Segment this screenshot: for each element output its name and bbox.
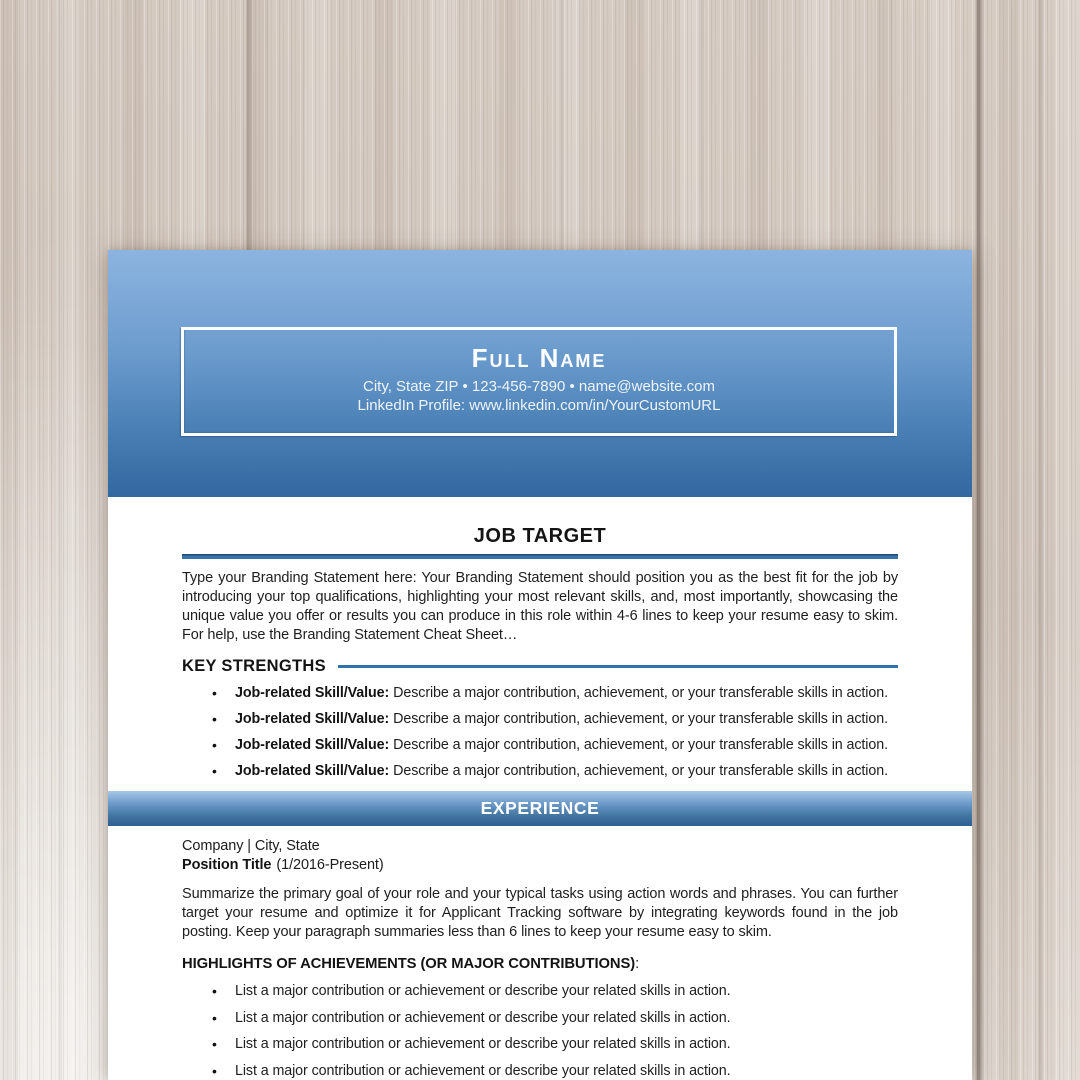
strength-label: Job-related Skill/Value: <box>235 711 390 727</box>
experience-section <box>108 837 972 1080</box>
branding-statement: Type your Branding Statement here: Your Branding Statement should position you as the best fit for the job by introducing your top qualifications, highlighting your most relevant skills, and, most importantly, showcasing the unique value you offer or results you can produce in this role within 4-6 lines to keep your resume easy to skim. For help, use the Branding Statement Cheat Sheet… <box>182 570 898 643</box>
strength-item <box>182 684 898 703</box>
highlight-item: • List a major contribution or achievement or describe your related skills in action. <box>182 1009 898 1028</box>
strength-label: Job-related Skill/Value: <box>235 737 390 753</box>
highlight-item: • List a major contribution or achievement or describe your related skills in action. <box>182 982 898 1001</box>
highlights-heading <box>182 955 898 974</box>
contact-line: City, State ZIP • 123-456-7890 • name@website.com <box>362 378 715 395</box>
strength-description: Describe a major contribution, achievement, or your transferable skills in action. <box>393 685 888 701</box>
resume-page <box>108 250 972 1080</box>
company-line: Company | City, State <box>182 838 320 854</box>
resume-header <box>108 250 972 497</box>
job-target-title: JOB TARGET <box>473 525 607 547</box>
position-title: Position Title <box>182 857 272 873</box>
full-name: Full Name <box>471 343 607 373</box>
highlights-list <box>182 982 898 1080</box>
strength-item <box>182 710 898 729</box>
strength-label: Job-related Skill/Value: <box>235 685 390 701</box>
linkedin-line: LinkedIn Profile: www.linkedin.com/in/YourCustomURL <box>357 397 721 414</box>
key-strengths-divider <box>338 665 898 668</box>
strength-description: Describe a major contribution, achievement, or your transferable skills in action. <box>393 763 888 779</box>
key-strengths-header <box>182 657 898 676</box>
key-strengths-title: KEY STRENGTHS <box>182 657 326 675</box>
strength-description: Describe a major contribution, achievement, or your transferable skills in action. <box>393 737 888 753</box>
highlight-item: • List a major contribution or achievement or describe your related skills in action. <box>182 1035 898 1054</box>
job-target-divider <box>182 554 898 559</box>
experience-title: EXPERIENCE <box>480 798 600 818</box>
key-strengths-list <box>182 684 898 781</box>
highlights-heading-colon: : <box>635 956 640 972</box>
strength-description: Describe a major contribution, achievement, or your transferable skills in action. <box>393 711 888 727</box>
position-dates: (1/2016-Present) <box>276 857 384 873</box>
job-target-section <box>108 525 972 781</box>
strength-item <box>182 762 898 781</box>
position-line <box>182 856 898 875</box>
highlights-heading-text: HIGHLIGHTS OF ACHIEVEMENTS (OR MAJOR CONTRIBUTIONS) <box>182 956 636 972</box>
strength-item <box>182 736 898 755</box>
experience-banner <box>108 791 972 826</box>
experience-summary: Summarize the primary goal of your role and your typical tasks using action words and phrases. You can further target your resume and optimize it for Applicant Tracking software by integrating keywords found in the job posting. Keep your paragraph summaries less than 6 lines to keep your resume easy to skim. <box>182 886 898 940</box>
name-contact-box <box>181 327 897 436</box>
highlight-item: • List a major contribution or achievement or describe your related skills in action. <box>182 1062 898 1080</box>
strength-label: Job-related Skill/Value: <box>235 763 390 779</box>
